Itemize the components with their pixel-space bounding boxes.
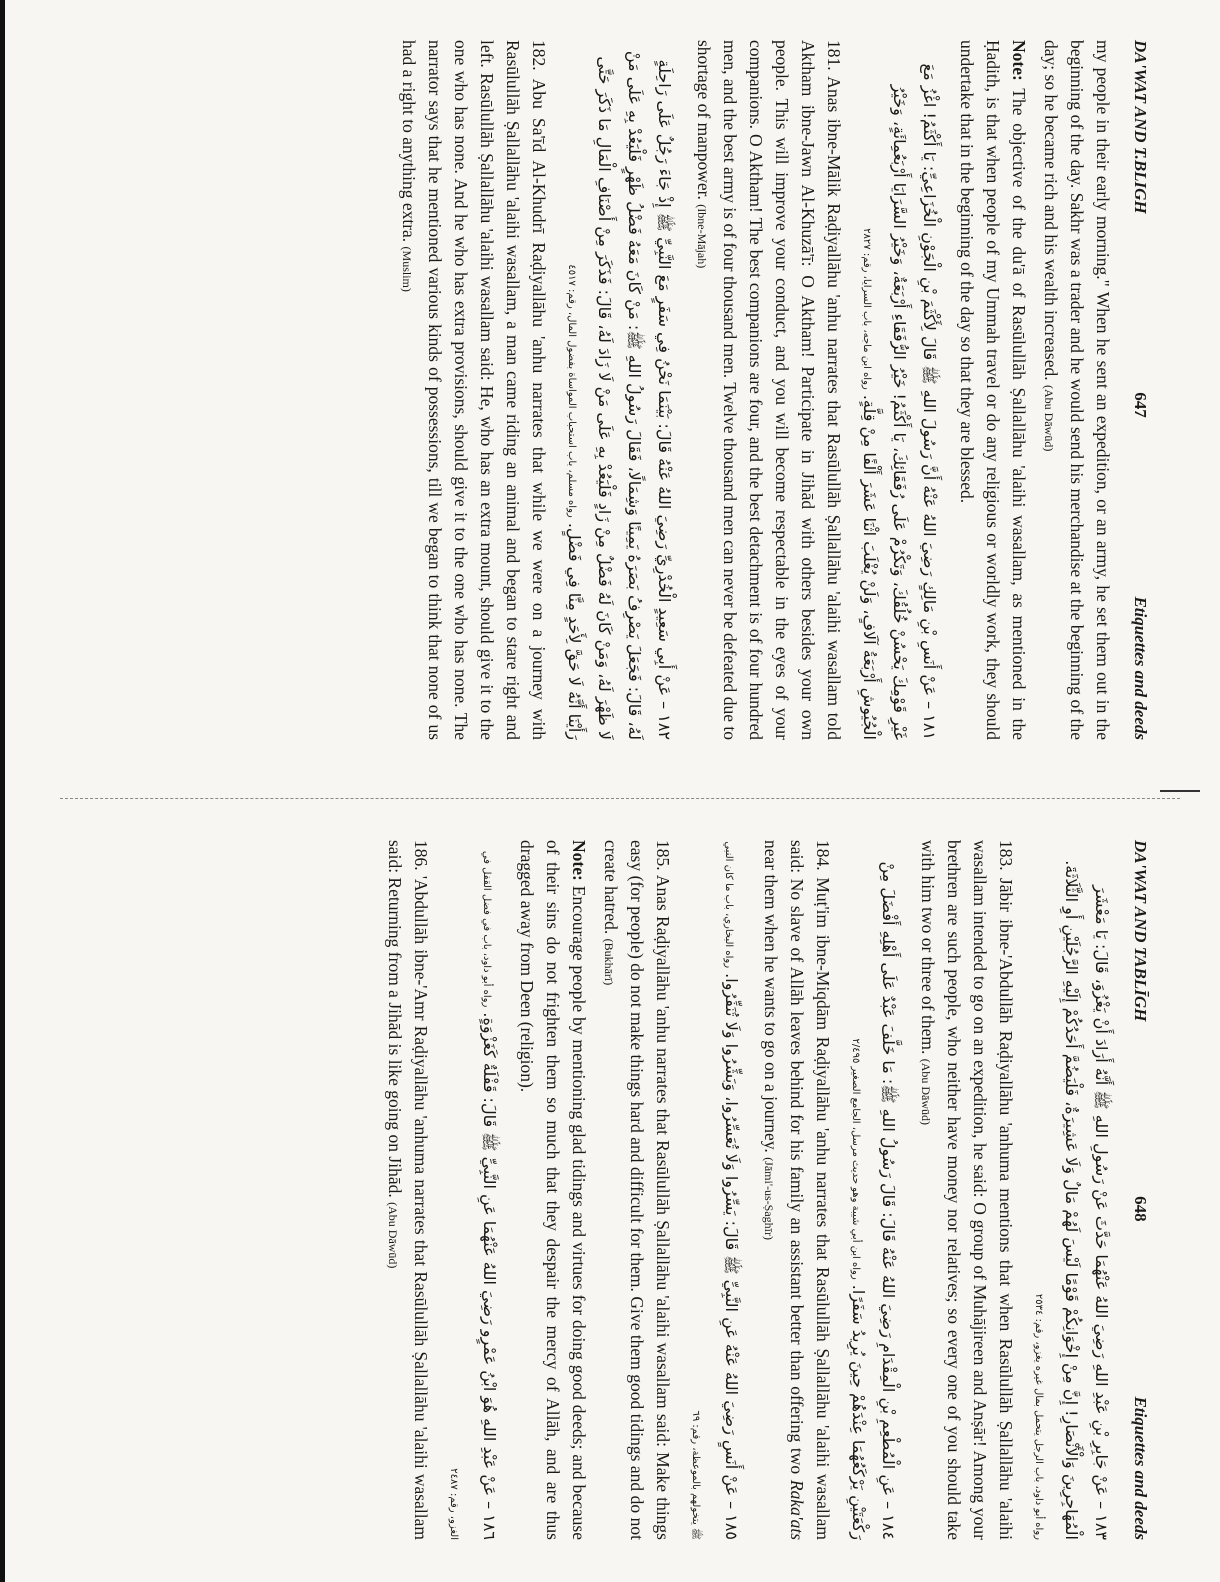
hadith-185-english-text: 185. Anas Raḍiyallāhu 'anhu narrates that Rasūlullāh Ṣallallāhu 'alaihi wasallam said: Make things easy (for people) do not make things hard and difficult for them. Give them good tidings and do not create hatred. bbox=[601, 840, 673, 1540]
hadith-181-reference: (Ibne-Mājah) bbox=[695, 204, 709, 269]
hadith-181-arabic bbox=[851, 40, 944, 740]
note-paragraph bbox=[954, 40, 1032, 740]
hadith-183-arabic bbox=[1023, 840, 1116, 1540]
note-label: Note: bbox=[569, 840, 589, 881]
hadith-181-english bbox=[689, 40, 847, 740]
hadith-184-english-raka-ats: Raka'ats bbox=[787, 1479, 807, 1541]
hadith-182-arabic-source: رواه مسلم، باب استحباب المواساة بفضول المال، رقم: ٤٥١٧ bbox=[566, 264, 577, 518]
page-fold-line bbox=[60, 798, 1180, 799]
hadith-185-arabic bbox=[680, 840, 746, 1540]
hadith-186-arabic-source: رواه أبو داود، باب في فضل القفل في الغزو، رقم: ٢٤٨٧ bbox=[448, 850, 492, 1540]
intro-text: my people in their early morning." When he sent an expedition, or an army, he set them out in the beginning of the day. Sakhr was a trader and he would send his merchandise at the beginning of the day; so he became rich and his wealth increased. bbox=[1041, 40, 1113, 740]
hadith-183-english bbox=[913, 840, 1019, 1540]
hadith-183-arabic-source: رواه أبو داود، باب الرجل يتحمل بمال غيره يغزو، رقم: ٢٥٣٤ bbox=[1033, 1293, 1044, 1540]
scan-edge bbox=[0, 0, 5, 1582]
note-label: Note: bbox=[1009, 40, 1029, 81]
page-647 bbox=[60, 40, 1150, 740]
note-paragraph bbox=[514, 840, 592, 1540]
hadith-185-reference: (Bukhārī) bbox=[602, 938, 616, 986]
hadith-184-english-text-a: 184. Muṭ'im ibne-Miqdām Raḍiyallāhu 'anhu narrates that Rasūlullāh Ṣallallāhu 'alaihi wasallam said: No slave of Allāh leaves behind for his family an assistant better than offering two bbox=[787, 840, 833, 1540]
note-text: Encourage people by mentioning glad tidings and virtues for doing good deeds; and because of their sins do not frighten them so much that they despair the mercy of Allāh, and are thus dragged away from Deen (religion). bbox=[517, 840, 589, 1541]
hadith-184-arabic-source: رواه ابن أبي شيبة وهو حديث مرسل، الجامع الصغير ٢/٤٩٥ bbox=[850, 1038, 861, 1280]
header-book-title: DA'WAT AND TABLĪGH bbox=[1131, 840, 1150, 1022]
page-number: 647 bbox=[1131, 392, 1150, 418]
intro-reference: (Abu Dāwūd) bbox=[1042, 385, 1056, 452]
hadith-182-arabic bbox=[556, 40, 679, 740]
hadith-182-arabic-text: ١٨٢ – عَنْ أَبِي سَعِيدٍ الْخُدْرِيِّ رَضِيَ اللهُ عَنْهُ قَالَ: بَيْنَمَا نَحْنُ فِي سَفَرٍ مَعَ النَّبِيِّ ﷺ إِذْ جَاءَ رَجُلٌ عَلَى رَاحِلَةٍ لَهُ، قَالَ: فَجَعَلَ يَصْرِفُ بَصَرَهُ يَمِينًا وَشِمَالًا، فَقَالَ رَسُولُ اللهِ ﷺ: مَنْ كَانَ مَعَهُ فَضْلُ ظَهْرٍ فَلْيَعُدْ بِهِ عَلَى مَنْ لَا ظَهْرَ لَهُ، وَمَنْ كَانَ لَهُ فَضْلٌ مِنْ زَادٍ فَلْيَعُدْ بِهِ عَلَى مَنْ لَا زَادَ لَهُ، قَالَ: فَذَكَرَ مِنْ أَصْنَافِ الْمَالِ مَا ذَكَرَ حَتَّى رَأَيْنَا أَنَّهُ لَا حَقَّ لِأَحَدٍ مِنَّا فِي فَضْلٍ. bbox=[565, 50, 674, 740]
page-header bbox=[1130, 840, 1150, 1540]
hadith-184-english bbox=[756, 840, 836, 1540]
hadith-186-arabic bbox=[438, 840, 504, 1540]
fold-mark bbox=[1160, 790, 1200, 808]
hadith-183-reference: (Abu Dāwūd) bbox=[919, 1058, 933, 1126]
hadith-181-english-text: 181. Anas ibne-Mālik Raḍiyallāhu 'anhu narrates that Rasūlullāh Ṣallallāhu 'alaihi wasallam told Aktham ibne-Jawn Al-Khuzā'ī: O Aktham! Participate in Jihād with others besides your own people. This will improve your conduct, and you will become respectable in the eyes of your companions. O Aktham! The best companions are four, and the best detachment is of four hundred men, and the best army is of four thousand men. Twelve thousand men can never be defeated due to shortage of manpower. bbox=[694, 40, 844, 740]
hadith-183-english-text: 183. Jābir ibne-'Abdullāh Raḍiyallāhu 'anhuma mentions that when Rasūlullāh Ṣallallāhu 'alaihi wasallam intended to go on an expedition, he said: O group of Muhājireen and Anṣār! Among your brethren are such people, who neither have money nor relatives; so every one of you should take with him two or three of them. bbox=[918, 840, 1016, 1540]
hadith-186-english bbox=[380, 840, 434, 1540]
hadith-185-arabic-text: ١٨٥ – عَنْ أَنَسٍ رَضِيَ اللهُ عَنْهُ عَنِ النَّبِيِّ ﷺ قَالَ: يَسِّرُوا وَلَا تُعَسِّرُوا، وَبَشِّرُوا وَلَا تُنَفِّرُوا. bbox=[722, 973, 741, 1540]
hadith-186-english-text: 186. 'Abdullāh ibne-'Amr Raḍiyallāhu 'anhuma narrates that Rasūlullāh Ṣallallāhu 'alaihi wasallam said: Returning from a Jihād is like going on Jihād. bbox=[385, 840, 431, 1540]
intro-paragraph bbox=[1036, 40, 1116, 740]
hadith-184-arabic-text: ١٨٤ – عَنِ الْمُطْعِمِ بْنِ الْمِقْدَامِ رَضِيَ اللهُ عَنْهُ قَالَ: قَالَ رَسُولُ اللهِ ﷺ: مَا خَلَّفَ عَبْدٌ عَلَى أَهْلِهِ أَفْضَلَ مِنْ رَكْعَتَيْنِ يَرْكَعُهُمَا عِنْدَهُمْ حِينَ يُرِيدُ سَفَرًا. bbox=[849, 861, 898, 1540]
page-648 bbox=[60, 840, 1150, 1540]
hadith-181-arabic-text: ١٨١ – عَنْ أَنَسِ بْنِ مَالِكٍ رَضِيَ اللهُ عَنْهُ أَنَّ رَسُولَ اللهِ ﷺ قَالَ لِأَكْثَمَ بْنِ الْجَوْنِ الْخُزَاعِيِّ: يَا أَكْثَمُ! اغْزُ مَعَ غَيْرِ قَوْمِكَ يَحْسُنْ خُلُقُكَ، وَتَكْرُمْ عَلَى رُفَقَائِكَ، يَا أَكْثَمُ! خَيْرُ الرُّفَقَاءِ أَرْبَعَةٌ، وَخَيْرُ السَّرَايَا أَرْبَعُمِائَةٍ، وَخَيْرُ الْجُيُوشِ أَرْبَعَةُ آلَافٍ، وَلَنْ يُغْلَبَ اثْنَا عَشَرَ أَلْفًا مِنْ قِلَّةٍ. bbox=[860, 63, 939, 740]
hadith-184-english-text-b: near them when he wants to go on a journey. bbox=[761, 840, 781, 1153]
hadith-182-reference: (Muslim) bbox=[400, 246, 414, 292]
hadith-182-english bbox=[394, 40, 552, 740]
page-header bbox=[1130, 40, 1150, 740]
hadith-181-arabic-source: رواه ابن ماجه، باب السرايا، رقم: ٢٨٢٧ bbox=[861, 228, 872, 390]
header-book-title: DA'WAT AND T.BLIGH bbox=[1131, 40, 1150, 214]
hadith-182-english-text: 182. Abu Sa'īd Al-Khudrī Raḍiyallāhu 'anhu narrates that while we were on a journey with Rasūlullāh Ṣallallāhu 'alaihi wasallam, a man came riding an animal and began to stare right and left. Rasūlullāh Ṣallallāhu 'alaihi wasallam said: He, who has an extra mount, should give it to the one who has none. And he who has extra provisions, should give it to the one who has none. The narrator says that he mentioned various kinds of possessions, till we began to think that none of us had a right to anything extra. bbox=[399, 40, 549, 740]
hadith-186-reference: (Abu Dāwūd) bbox=[386, 1202, 400, 1269]
hadith-185-english bbox=[596, 840, 676, 1540]
hadith-184-reference: (Jāmi'-us-Ṣaghīr) bbox=[762, 1157, 776, 1240]
hadith-183-arabic-text: ١٨٣ – عَنْ جَابِرِ بْنِ عَبْدِ اللهِ رَضِيَ اللهُ عَنْهُمَا حَدَّثَ عَنْ رَسُولِ اللهِ ﷺ أَنَّهُ أَرَادَ أَنْ يَغْزُوَ، قَالَ: يَا مَعْشَرَ الْمُهَاجِرِينَ وَالْأَنْصَارِ! إِنَّ مِنْ إِخْوَانِكُمْ قَوْمًا لَيْسَ لَهُمْ مَالٌ وَلَا عَشِيرَةٌ، فَلْيَضُمَّ أَحَدُكُمْ إِلَيْهِ الرَّجُلَيْنِ أَوِ الثَّلَاثَةَ. bbox=[1062, 860, 1111, 1540]
header-section-title: Etiquettes and deeds bbox=[1131, 1396, 1150, 1540]
header-section-title: Etiquettes and deeds bbox=[1131, 596, 1150, 740]
hadith-185-arabic-source: رواه البخاري، باب ما كان النبي ﷺ يتخولهم بالموعظة، رقم: ٦٩ bbox=[690, 841, 734, 1540]
page-number: 648 bbox=[1131, 1196, 1150, 1222]
note-text: The objective of the du'ā of Rasūlullāh Ṣallallāhu 'alaihi wasallam, as mentioned in the Ḥadith, is that when people of my Ummah travel or do any religious or worldly work, they should undertake that in the beginning of the day so that they are blessed. bbox=[957, 40, 1029, 741]
hadith-184-arabic bbox=[840, 840, 903, 1540]
hadith-186-arabic-text: ١٨٦ – عَنْ عَبْدِ اللهِ هُوَ ابْنُ عَمْرٍو رَضِيَ اللهُ عَنْهُمَا عَنِ النَّبِيِّ ﷺ قَالَ: قَفْلَةٌ كَغَزْوَةٍ. bbox=[480, 1012, 499, 1540]
